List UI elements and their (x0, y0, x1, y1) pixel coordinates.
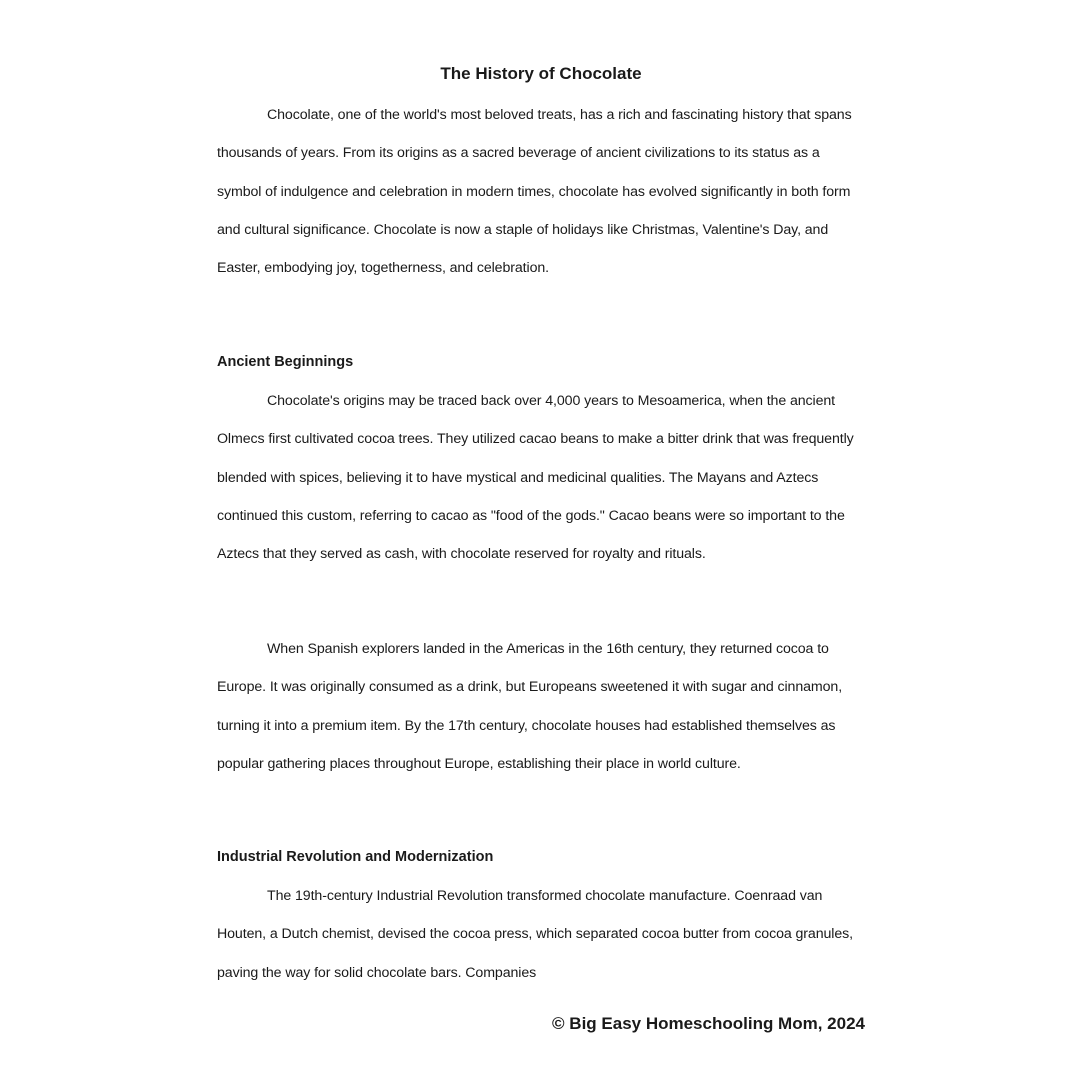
paragraph-ancient-origins: Chocolate's origins may be traced back over 4,000 years to Mesoamerica, when the ancient Olmecs first cultivated cocoa trees. They utilized cacao beans to make a bitter drink that was frequently blended with spices, believing it to have mystical and medicinal qualities. The Mayans and Aztecs continued this custom, referring to cacao as "food of the gods." Cacao beans were so important to the Aztecs that they served as cash, with chocolate reserved for royalty and rituals. (217, 393, 854, 563)
page-title: The History of Chocolate (440, 64, 642, 83)
copyright-footer: © Big Easy Homeschooling Mom, 2024 (552, 1014, 865, 1033)
section-heading-industrial-revolution: Industrial Revolution and Modernization (217, 849, 494, 865)
document-page (217, 0, 865, 1080)
paragraph-spanish-explorers: When Spanish explorers landed in the Americas in the 16th century, they returned cocoa to Europe. It was originally consumed as a drink, but Europeans sweetened it with sugar and cinnamon, turning it into a premium item. By the 17th century, chocolate houses had established themselves as popular gathering places throughout Europe, establishing their place in world culture. (217, 641, 843, 772)
intro-paragraph: Chocolate, one of the world's most beloved treats, has a rich and fascinating history that spans thousands of years. From its origins as a sacred beverage of ancient civilizations to its status as a symbol of indulgence and celebration in modern times, chocolate has evolved significantly in both form and cultural significance. Chocolate is now a staple of holidays like Christmas, Valentine's Day, and Easter, embodying joy, togetherness, and celebration. (217, 107, 852, 277)
paragraph-industrial-revolution: The 19th-century Industrial Revolution transformed chocolate manufacture. Coenraad van Houten, a Dutch chemist, devised the cocoa press, which separated cocoa butter from cocoa granules, paving the way for solid chocolate bars. Companies (217, 888, 853, 981)
section-heading-ancient-beginnings: Ancient Beginnings (217, 354, 354, 370)
